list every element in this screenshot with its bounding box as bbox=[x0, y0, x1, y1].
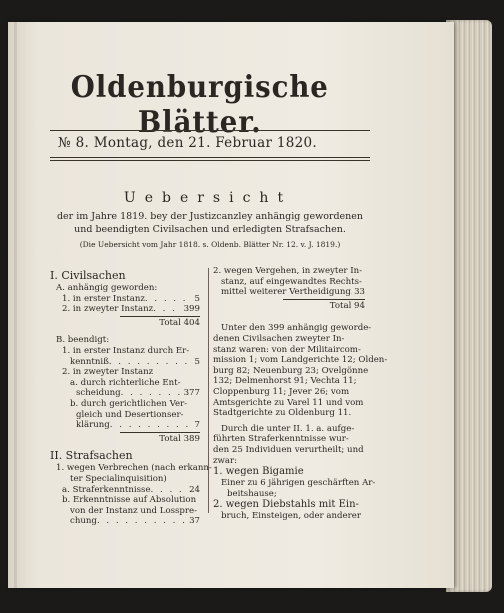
list-item-text: ter Specialinquisition) bbox=[70, 473, 167, 484]
list-item-heading: 1. wegen Bigamie bbox=[213, 466, 304, 478]
list-item-text: stanz, auf eingewandtes Rechts- bbox=[221, 276, 362, 287]
paragraph-line: Durch die unter II. 1. a. aufge- bbox=[221, 423, 355, 434]
list-item: a. Straferkenntnisse . . . 24 bbox=[50, 485, 200, 496]
issue-rule-top bbox=[50, 157, 370, 158]
civil-heading: I. Civilsachen bbox=[50, 269, 126, 282]
paragraph-line: Cloppenburg 11; Jever 26; vom bbox=[213, 386, 350, 397]
paragraph-line: den 25 Individuen verurtheilt; und bbox=[213, 444, 364, 455]
list-item: kenntniß . . . 5 bbox=[50, 357, 200, 368]
list-item-text: von der Instanz und Losspre- bbox=[70, 505, 198, 516]
list-item: 2. in zweyter Instanz . . . 399 bbox=[50, 304, 200, 315]
list-item: 1. in erster Instanz . . . 5 bbox=[50, 294, 200, 305]
list-item: klärung . . . 7 bbox=[50, 420, 200, 431]
section-a-heading: A. anhängig geworden: bbox=[56, 283, 158, 293]
list-item-heading: 2. wegen Diebstahls mit Ein- bbox=[213, 499, 359, 511]
total-a: Total 404 bbox=[159, 317, 200, 328]
list-item: scheidung . . . 377 bbox=[50, 388, 200, 399]
list-item-text: 1. in erster Instanz durch Er- bbox=[62, 345, 190, 356]
paragraph-line: Einer zu 6 jährigen geschärften Ar- bbox=[221, 478, 376, 489]
column-divider bbox=[208, 268, 209, 513]
list-item-text: 1. wegen Verbrechen (nach erkann- bbox=[56, 463, 212, 474]
paragraph-line: beitshause; bbox=[227, 488, 277, 499]
list-item-text: b. durch gerichtlichen Ver- bbox=[70, 398, 188, 409]
paragraph-line: mission 1; vom Landgerichte 12; Olden- bbox=[213, 355, 388, 366]
sum-rule bbox=[120, 432, 200, 433]
paragraph-line: zwar: bbox=[213, 455, 238, 466]
sum-rule bbox=[283, 299, 365, 300]
masthead-rule bbox=[50, 130, 370, 131]
issue-rule-bottom bbox=[50, 160, 370, 161]
paragraph-line: Stadtgerichte zu Oldenburg 11. bbox=[213, 408, 352, 419]
right-column bbox=[213, 266, 388, 522]
masthead: Oldenburgische Blätter. bbox=[70, 70, 329, 140]
subtitle-line: der im Jahre 1819. bey der Justizcanzley anhängig gewordenen bbox=[56, 211, 364, 222]
paragraph-line: führten Straferkenntnisse wur- bbox=[213, 434, 349, 445]
issue-line: № 8. Montag, den 21. Februar 1820. bbox=[58, 135, 318, 151]
section-b-heading: B. beendigt: bbox=[56, 335, 110, 346]
list-item: chung . . . 37 bbox=[50, 516, 200, 527]
total-b: Total 389 bbox=[159, 433, 200, 444]
list-item: mittel weiterer Vertheidigung . . . 33 bbox=[213, 287, 365, 298]
paragraph-line: bruch, Einsteigen, oder anderer bbox=[221, 511, 361, 522]
subtitle-line: und beendigten Civilsachen und erledigten Strafsachen. bbox=[74, 224, 346, 235]
list-item-text: 2. wegen Vergehen, in zweyter In- bbox=[213, 266, 363, 276]
sum-rule bbox=[120, 316, 200, 317]
paragraph-line: Amtsgerichte zu Varel 11 und vom bbox=[213, 397, 364, 408]
reference-note: (Die Uebersicht vom Jahr 1818. s. Oldenb. Blätter Nr. 12. v. J. 1819.) bbox=[79, 240, 341, 249]
article-subtitle bbox=[50, 210, 370, 236]
list-item-text: a. durch richterliche Ent- bbox=[70, 377, 181, 388]
paragraph-line: burg 82; Neuenburg 23; Ovelgönne bbox=[213, 365, 369, 376]
article-title: Uebersicht bbox=[123, 190, 293, 206]
paragraph-line: stanz waren: von der Militaircom- bbox=[213, 344, 361, 355]
list-item-text: b. Erkenntnisse auf Absolution bbox=[62, 495, 197, 506]
page-gutter-shadow bbox=[14, 22, 17, 588]
paragraph-line: Unter den 399 anhängig geworde- bbox=[221, 323, 372, 334]
left-column bbox=[50, 267, 212, 527]
list-item-text: gleich und Desertionser- bbox=[76, 409, 184, 420]
criminal-heading: II. Strafsachen bbox=[50, 449, 133, 463]
newspaper-page bbox=[8, 22, 454, 588]
paragraph-line: denen Civilsachen zweyter In- bbox=[213, 333, 345, 344]
paragraph-line: 132; Delmenhorst 91; Vechta 11; bbox=[213, 376, 357, 387]
total-c: Total 94 bbox=[329, 300, 365, 311]
list-item-text: 2. in zweyter Instanz bbox=[62, 367, 154, 378]
